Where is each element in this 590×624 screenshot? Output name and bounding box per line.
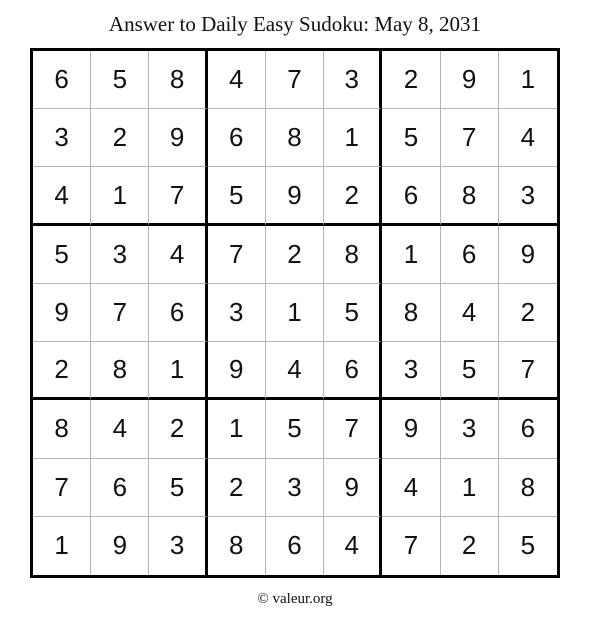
sudoku-cell-r4-c7: 1 <box>382 226 440 284</box>
sudoku-cell-r8-c9: 8 <box>499 459 557 517</box>
sudoku-cell-r9-c3: 3 <box>149 517 207 575</box>
sudoku-cell-r8-c2: 6 <box>91 459 149 517</box>
sudoku-cell-r5-c4: 3 <box>208 284 266 342</box>
sudoku-cell-r5-c8: 4 <box>441 284 499 342</box>
sudoku-cell-r2-c4: 6 <box>208 109 266 167</box>
sudoku-cell-r1-c8: 9 <box>441 51 499 109</box>
sudoku-cell-r3-c2: 1 <box>91 167 149 225</box>
sudoku-cell-r8-c1: 7 <box>33 459 91 517</box>
sudoku-cell-r3-c4: 5 <box>208 167 266 225</box>
sudoku-cell-r9-c5: 6 <box>266 517 324 575</box>
sudoku-cell-r2-c1: 3 <box>33 109 91 167</box>
sudoku-cell-r4-c9: 9 <box>499 226 557 284</box>
sudoku-cell-r6-c5: 4 <box>266 342 324 400</box>
sudoku-cell-r5-c6: 5 <box>324 284 382 342</box>
sudoku-cell-r7-c4: 1 <box>208 400 266 458</box>
sudoku-cell-r2-c2: 2 <box>91 109 149 167</box>
sudoku-cell-r8-c6: 9 <box>324 459 382 517</box>
sudoku-cell-r3-c6: 2 <box>324 167 382 225</box>
sudoku-cell-r5-c9: 2 <box>499 284 557 342</box>
sudoku-cell-r6-c3: 1 <box>149 342 207 400</box>
sudoku-cell-r9-c2: 9 <box>91 517 149 575</box>
sudoku-cell-r8-c4: 2 <box>208 459 266 517</box>
sudoku-cell-r5-c3: 6 <box>149 284 207 342</box>
sudoku-cell-r3-c7: 6 <box>382 167 440 225</box>
sudoku-cell-r7-c9: 6 <box>499 400 557 458</box>
sudoku-cell-r6-c6: 6 <box>324 342 382 400</box>
sudoku-cell-r9-c7: 7 <box>382 517 440 575</box>
sudoku-cell-r5-c7: 8 <box>382 284 440 342</box>
sudoku-cell-r3-c1: 4 <box>33 167 91 225</box>
sudoku-cell-r4-c5: 2 <box>266 226 324 284</box>
sudoku-cell-r3-c5: 9 <box>266 167 324 225</box>
sudoku-cell-r8-c5: 3 <box>266 459 324 517</box>
sudoku-cell-r1-c9: 1 <box>499 51 557 109</box>
sudoku-cell-r4-c4: 7 <box>208 226 266 284</box>
sudoku-cell-r6-c9: 7 <box>499 342 557 400</box>
sudoku-cell-r7-c6: 7 <box>324 400 382 458</box>
sudoku-cell-r1-c2: 5 <box>91 51 149 109</box>
sudoku-cell-r4-c1: 5 <box>33 226 91 284</box>
sudoku-cell-r7-c8: 3 <box>441 400 499 458</box>
sudoku-cell-r6-c4: 9 <box>208 342 266 400</box>
sudoku-board <box>30 48 560 578</box>
sudoku-cell-r3-c8: 8 <box>441 167 499 225</box>
sudoku-cell-r1-c3: 8 <box>149 51 207 109</box>
sudoku-cell-r7-c3: 2 <box>149 400 207 458</box>
sudoku-cell-r8-c8: 1 <box>441 459 499 517</box>
sudoku-cell-r9-c8: 2 <box>441 517 499 575</box>
puzzle-title: Answer to Daily Easy Sudoku: May 8, 2031 <box>108 12 482 36</box>
sudoku-cell-r8-c7: 4 <box>382 459 440 517</box>
sudoku-cell-r3-c3: 7 <box>149 167 207 225</box>
sudoku-cell-r1-c6: 3 <box>324 51 382 109</box>
sudoku-cell-r9-c1: 1 <box>33 517 91 575</box>
sudoku-cell-r2-c6: 1 <box>324 109 382 167</box>
sudoku-cell-r6-c1: 2 <box>33 342 91 400</box>
sudoku-cell-r5-c5: 1 <box>266 284 324 342</box>
sudoku-cell-r8-c3: 5 <box>149 459 207 517</box>
sudoku-cell-r7-c5: 5 <box>266 400 324 458</box>
sudoku-cell-r1-c4: 4 <box>208 51 266 109</box>
sudoku-cell-r1-c7: 2 <box>382 51 440 109</box>
sudoku-cell-r4-c6: 8 <box>324 226 382 284</box>
sudoku-cell-r2-c9: 4 <box>499 109 557 167</box>
sudoku-cell-r2-c7: 5 <box>382 109 440 167</box>
sudoku-cell-r9-c6: 4 <box>324 517 382 575</box>
sudoku-cell-r5-c1: 9 <box>33 284 91 342</box>
sudoku-cell-r7-c2: 4 <box>91 400 149 458</box>
sudoku-cell-r1-c5: 7 <box>266 51 324 109</box>
sudoku-cell-r2-c8: 7 <box>441 109 499 167</box>
sudoku-cell-r2-c3: 9 <box>149 109 207 167</box>
sudoku-cell-r6-c8: 5 <box>441 342 499 400</box>
sudoku-cell-r9-c4: 8 <box>208 517 266 575</box>
sudoku-cell-r3-c9: 3 <box>499 167 557 225</box>
sudoku-cell-r7-c7: 9 <box>382 400 440 458</box>
sudoku-cell-r4-c8: 6 <box>441 226 499 284</box>
sudoku-cell-r6-c7: 3 <box>382 342 440 400</box>
sudoku-cell-r4-c2: 3 <box>91 226 149 284</box>
sudoku-cell-r5-c2: 7 <box>91 284 149 342</box>
sudoku-cell-r4-c3: 4 <box>149 226 207 284</box>
sudoku-cell-r7-c1: 8 <box>33 400 91 458</box>
sudoku-cell-r9-c9: 5 <box>520 530 536 561</box>
sudoku-cell-r2-c5: 8 <box>266 109 324 167</box>
sudoku-cell-r6-c2: 8 <box>91 342 149 400</box>
sudoku-cell-r1-c1: 6 <box>33 51 91 109</box>
copyright-footer: © valeur.org <box>257 591 333 607</box>
